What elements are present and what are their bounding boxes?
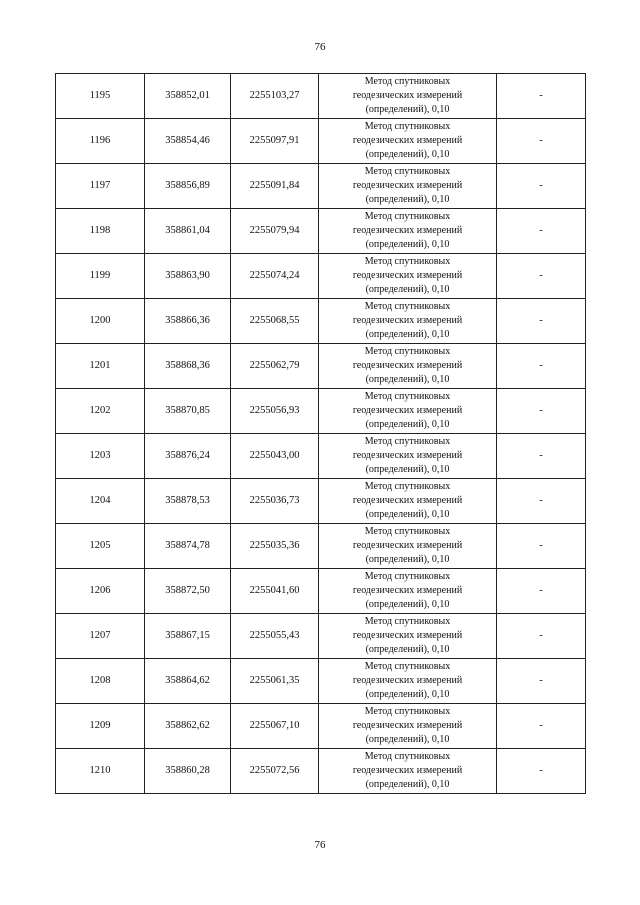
method-line-3: (определений), 0,10 <box>365 734 450 745</box>
table-row <box>56 389 586 434</box>
coordinate-y: 2255103,27 <box>231 74 319 119</box>
table-row <box>56 569 586 614</box>
table-row <box>56 479 586 524</box>
method-line-3: (определений), 0,10 <box>365 554 450 565</box>
coordinate-x: 358861,04 <box>145 209 231 254</box>
method-line-1: Метод спутниковых <box>364 391 451 402</box>
coordinate-x: 358874,78 <box>145 524 231 569</box>
coordinate-y: 2255067,10 <box>231 704 319 749</box>
method-accuracy <box>319 479 497 524</box>
coordinate-x: 358856,89 <box>145 164 231 209</box>
method-accuracy <box>319 614 497 659</box>
note: - <box>497 749 586 794</box>
note: - <box>497 299 586 344</box>
method-accuracy <box>319 704 497 749</box>
point-number: 1203 <box>56 434 145 479</box>
method-line-2: геодезических измерений <box>352 450 463 461</box>
point-number: 1199 <box>56 254 145 299</box>
point-number: 1205 <box>56 524 145 569</box>
method-accuracy <box>319 164 497 209</box>
method-line-1: Метод спутниковых <box>364 706 451 717</box>
note: - <box>497 524 586 569</box>
method-line-3: (определений), 0,10 <box>365 599 450 610</box>
method-line-2: геодезических измерений <box>352 585 463 596</box>
coordinate-y: 2255072,56 <box>231 749 319 794</box>
method-line-1: Метод спутниковых <box>364 256 451 267</box>
method-line-1: Метод спутниковых <box>364 436 451 447</box>
coordinate-x: 358863,90 <box>145 254 231 299</box>
method-line-3: (определений), 0,10 <box>365 149 450 160</box>
table-row <box>56 434 586 479</box>
table-row <box>56 74 586 119</box>
coordinate-x: 358864,62 <box>145 659 231 704</box>
method-line-1: Метод спутниковых <box>364 571 451 582</box>
method-line-3: (определений), 0,10 <box>365 194 450 205</box>
coordinate-y: 2255055,43 <box>231 614 319 659</box>
method-accuracy <box>319 299 497 344</box>
method-line-1: Метод спутниковых <box>364 661 451 672</box>
method-line-1: Метод спутниковых <box>364 301 451 312</box>
coordinate-y: 2255091,84 <box>231 164 319 209</box>
point-number: 1208 <box>56 659 145 704</box>
coordinate-y: 2255043,00 <box>231 434 319 479</box>
method-line-1: Метод спутниковых <box>364 76 451 87</box>
note: - <box>497 569 586 614</box>
method-line-3: (определений), 0,10 <box>365 509 450 520</box>
method-line-2: геодезических измерений <box>352 225 463 236</box>
table-row <box>56 749 586 794</box>
table-row <box>56 614 586 659</box>
point-number: 1198 <box>56 209 145 254</box>
method-line-3: (определений), 0,10 <box>365 284 450 295</box>
method-line-3: (определений), 0,10 <box>365 644 450 655</box>
coordinate-x: 358870,85 <box>145 389 231 434</box>
coordinate-y: 2255036,73 <box>231 479 319 524</box>
table-row <box>56 119 586 164</box>
method-line-1: Метод спутниковых <box>364 121 451 132</box>
method-line-2: геодезических измерений <box>352 765 463 776</box>
method-line-2: геодезических измерений <box>352 180 463 191</box>
coordinate-y: 2255035,36 <box>231 524 319 569</box>
point-number: 1210 <box>56 749 145 794</box>
point-number: 1209 <box>56 704 145 749</box>
note: - <box>497 254 586 299</box>
coordinate-x: 358860,28 <box>145 749 231 794</box>
note: - <box>497 614 586 659</box>
point-number: 1195 <box>56 74 145 119</box>
method-accuracy <box>319 209 497 254</box>
note: - <box>497 389 586 434</box>
point-number: 1204 <box>56 479 145 524</box>
method-accuracy <box>319 74 497 119</box>
note: - <box>497 434 586 479</box>
coordinate-x: 358854,46 <box>145 119 231 164</box>
coordinate-x: 358878,53 <box>145 479 231 524</box>
coordinate-y: 2255041,60 <box>231 569 319 614</box>
method-line-1: Метод спутниковых <box>364 166 451 177</box>
page-number-top: 76 <box>314 41 326 53</box>
method-line-2: геодезических измерений <box>352 360 463 371</box>
coordinate-y: 2255056,93 <box>231 389 319 434</box>
method-line-1: Метод спутниковых <box>364 751 451 762</box>
point-number: 1200 <box>56 299 145 344</box>
method-line-1: Метод спутниковых <box>364 346 451 357</box>
method-line-3: (определений), 0,10 <box>365 689 450 700</box>
method-line-1: Метод спутниковых <box>364 481 451 492</box>
method-line-2: геодезических измерений <box>352 405 463 416</box>
note: - <box>497 479 586 524</box>
point-number: 1197 <box>56 164 145 209</box>
method-line-3: (определений), 0,10 <box>365 239 450 250</box>
note: - <box>497 209 586 254</box>
coordinate-y: 2255074,24 <box>231 254 319 299</box>
note: - <box>497 659 586 704</box>
note: - <box>497 164 586 209</box>
coordinate-x: 358872,50 <box>145 569 231 614</box>
method-line-1: Метод спутниковых <box>364 211 451 222</box>
coordinate-x: 358862,62 <box>145 704 231 749</box>
method-line-3: (определений), 0,10 <box>365 419 450 430</box>
point-number: 1206 <box>56 569 145 614</box>
method-line-2: геодезических измерений <box>352 135 463 146</box>
coordinate-y: 2255097,91 <box>231 119 319 164</box>
point-number: 1202 <box>56 389 145 434</box>
coordinate-x: 358876,24 <box>145 434 231 479</box>
note: - <box>497 704 586 749</box>
table-row <box>56 299 586 344</box>
coordinate-y: 2255068,55 <box>231 299 319 344</box>
coordinates-table-body <box>56 74 586 794</box>
coordinate-x: 358867,15 <box>145 614 231 659</box>
method-accuracy <box>319 254 497 299</box>
point-number: 1207 <box>56 614 145 659</box>
method-line-3: (определений), 0,10 <box>365 329 450 340</box>
method-accuracy <box>319 659 497 704</box>
coordinate-x: 358866,36 <box>145 299 231 344</box>
method-line-2: геодезических измерений <box>352 270 463 281</box>
method-line-1: Метод спутниковых <box>364 616 451 627</box>
coordinate-y: 2255079,94 <box>231 209 319 254</box>
method-accuracy <box>319 434 497 479</box>
coordinates-table <box>55 73 586 794</box>
method-line-2: геодезических измерений <box>352 90 463 101</box>
method-accuracy <box>319 569 497 614</box>
coordinate-y: 2255061,35 <box>231 659 319 704</box>
page-number-bottom: 76 <box>314 839 326 851</box>
coordinate-x: 358852,01 <box>145 74 231 119</box>
point-number: 1196 <box>56 119 145 164</box>
method-line-3: (определений), 0,10 <box>365 464 450 475</box>
method-line-2: геодезических измерений <box>352 315 463 326</box>
method-line-1: Метод спутниковых <box>364 526 451 537</box>
method-line-2: геодезических измерений <box>352 540 463 551</box>
method-line-2: геодезических измерений <box>352 495 463 506</box>
table-row <box>56 254 586 299</box>
method-line-2: геодезических измерений <box>352 630 463 641</box>
point-number: 1201 <box>56 344 145 389</box>
method-line-3: (определений), 0,10 <box>365 779 450 790</box>
method-line-2: геодезических измерений <box>352 720 463 731</box>
coordinate-y: 2255062,79 <box>231 344 319 389</box>
method-line-3: (определений), 0,10 <box>365 374 450 385</box>
table-row <box>56 209 586 254</box>
method-accuracy <box>319 344 497 389</box>
method-accuracy <box>319 119 497 164</box>
table-row <box>56 344 586 389</box>
table-row <box>56 524 586 569</box>
note: - <box>497 74 586 119</box>
method-accuracy <box>319 389 497 434</box>
method-line-2: геодезических измерений <box>352 675 463 686</box>
note: - <box>497 344 586 389</box>
table-row <box>56 164 586 209</box>
coordinate-x: 358868,36 <box>145 344 231 389</box>
table-row <box>56 704 586 749</box>
method-accuracy <box>319 749 497 794</box>
method-accuracy <box>319 524 497 569</box>
method-line-3: (определений), 0,10 <box>365 104 450 115</box>
table-row <box>56 659 586 704</box>
note: - <box>497 119 586 164</box>
